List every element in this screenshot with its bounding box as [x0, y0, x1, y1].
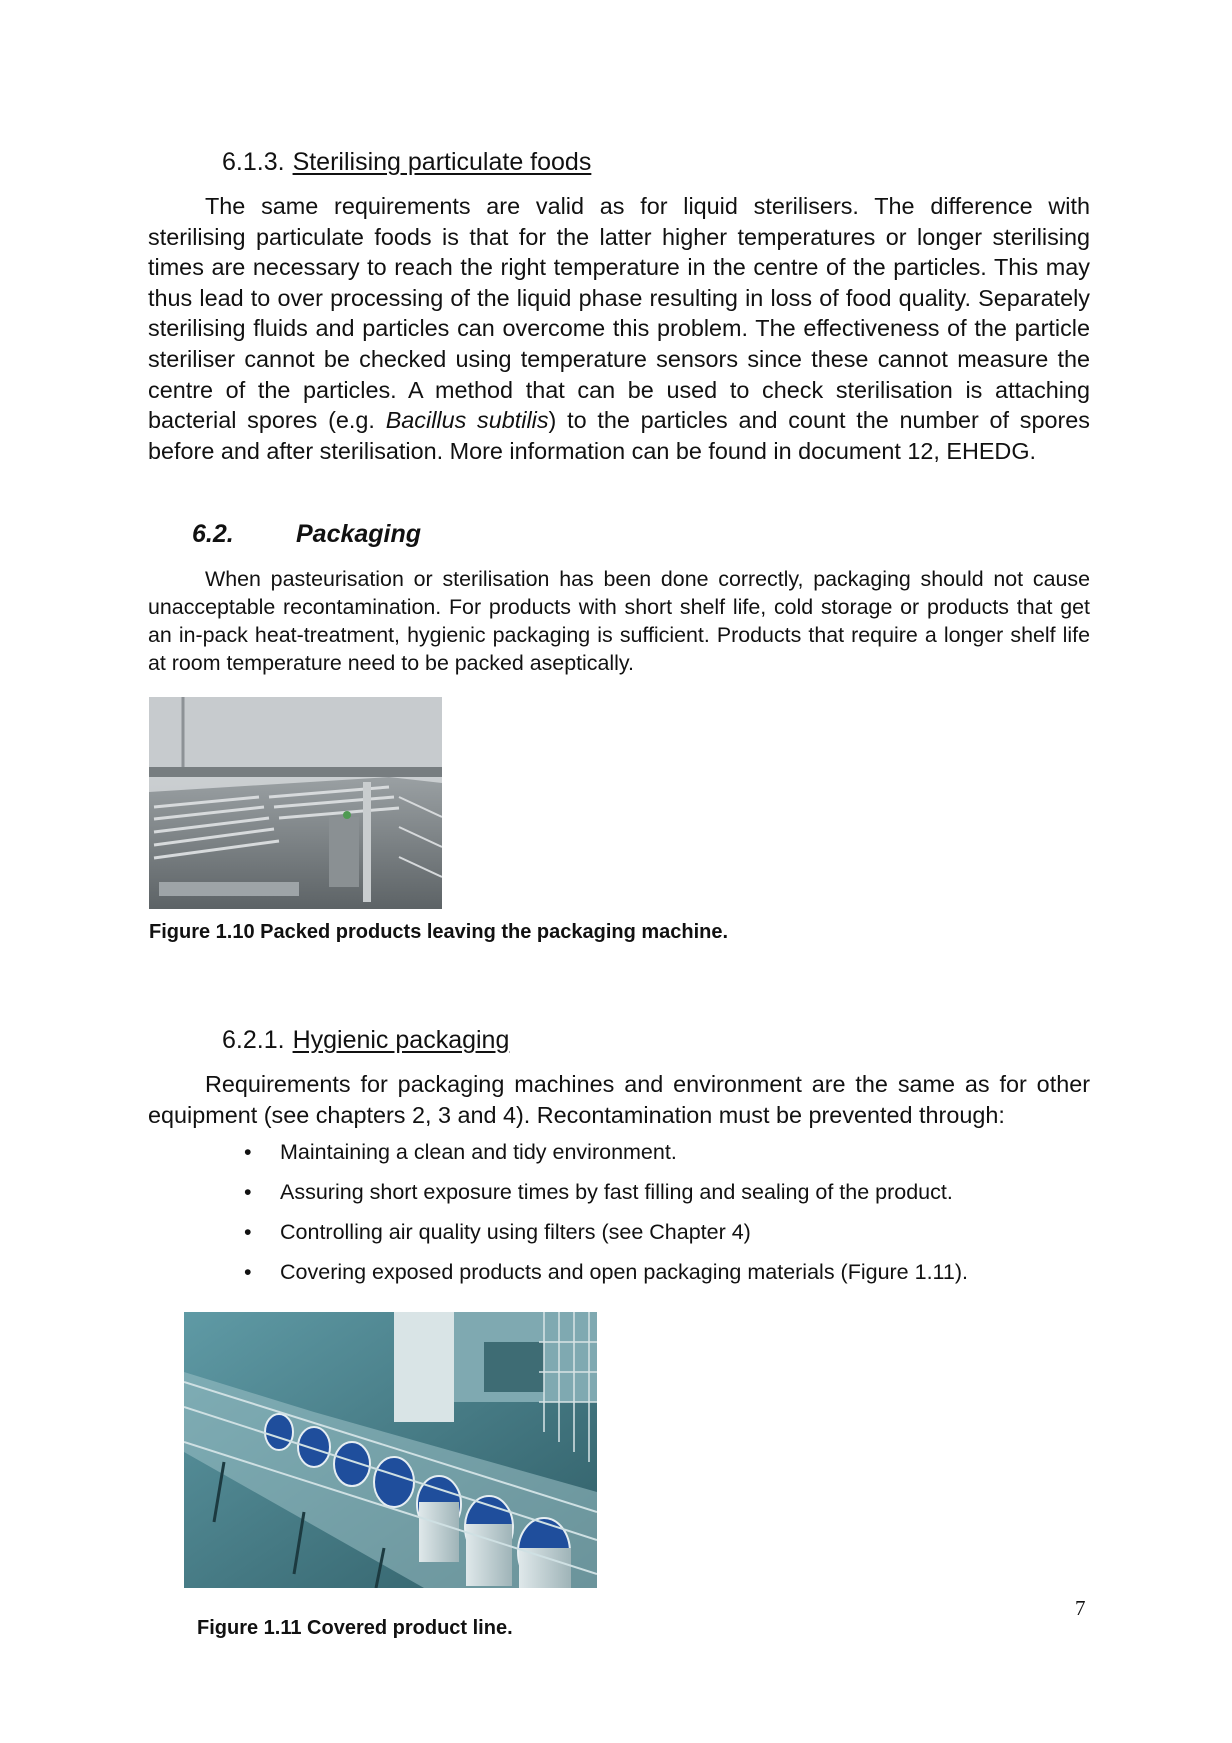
list-item: [244, 1257, 968, 1297]
bullet-icon: •: [244, 1180, 252, 1204]
list-item-text: Assuring short exposure times by fast filling and sealing of the product.: [280, 1180, 953, 1204]
list-item-text: Maintaining a clean and tidy environment.: [280, 1140, 677, 1164]
subsection-number: 6.1.3.: [222, 148, 285, 176]
figure-packaging-machine-photo: [149, 697, 442, 909]
bullet-icon: •: [244, 1220, 252, 1244]
bullet-icon: •: [244, 1260, 252, 1284]
bullet-icon: •: [244, 1140, 252, 1164]
subsection-title: Sterilising particulate foods: [292, 148, 592, 176]
subsection-title: Hygienic packaging: [292, 1026, 510, 1054]
paragraph-sterilising-particulate-foods: [148, 191, 1090, 466]
page-number: 7: [1075, 1596, 1086, 1620]
list-item-text: Controlling air quality using filters (see Chapter 4): [280, 1220, 751, 1244]
section-title: Packaging: [296, 520, 422, 548]
paragraph-packaging: When pasteurisation or sterilisation has been done correctly, packaging should not cause unacceptable recontamination. For products with short shelf life, cold storage or products that get an in-pack heat-treatment, hygienic packaging is sufficient. Products that require a longer shelf life at room temperature need to be packed aseptically.: [148, 567, 1090, 675]
subsection-heading-6-2-1: [222, 1026, 509, 1055]
subsection-number: 6.2.1.: [222, 1026, 285, 1054]
paragraph-hygienic-packaging: Requirements for packaging machines and environment are the same as for other equipment (see chapters 2, 3 and 4). Recontamination must be prevented through:: [148, 1071, 1090, 1128]
bullet-list: [244, 1137, 968, 1297]
list-item: [244, 1217, 968, 1257]
paragraph-text: The same requirements are valid as for liquid sterilisers. The difference with sterilising particulate foods is that for the latter higher temperatures or longer sterilising times are necessary to reach the right temperature in the centre of the particles. This may thus lead to over processing of the liquid phase resulting in loss of food quality. Separately sterilising fluids and particles can overcome this problem. The effectiveness of the particle steriliser cannot be checked using temperature sensors since these cannot measure the centre of the particles. A method that can be used to check sterilisation is attaching bacterial spores (e.g.: [148, 193, 1090, 434]
figure-caption-1-11: Figure 1.11 Covered product line.: [197, 1617, 513, 1639]
list-item: [244, 1137, 968, 1177]
figure-caption-1-10: Figure 1.10 Packed products leaving the packaging machine.: [149, 921, 729, 943]
figure-covered-product-line-photo: [184, 1312, 597, 1588]
section-heading-6-2: [192, 520, 421, 549]
paragraph-text-continued: ) to the particles and count the number of spores before and after sterilisation. More information can be found in document 12, EHEDG.: [148, 407, 1091, 464]
species-name: Bacillus subtilis: [385, 407, 549, 434]
list-item: [244, 1177, 968, 1217]
subsection-heading-6-1-3: [222, 148, 591, 177]
list-item-text: Covering exposed products and open packaging materials (Figure 1.11).: [280, 1260, 968, 1284]
section-number: 6.2.: [192, 520, 234, 548]
